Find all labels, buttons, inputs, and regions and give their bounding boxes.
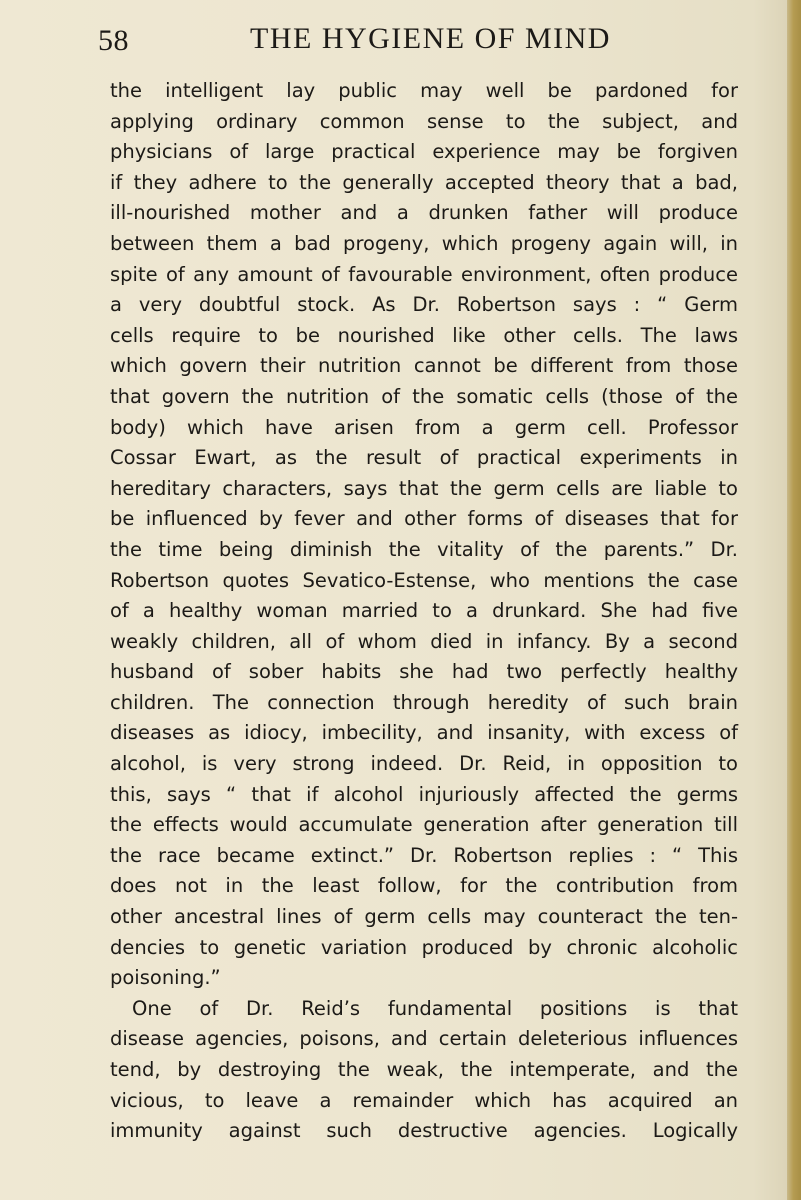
text-line: ill-nourished mother and a drunken father will produce [110, 201, 738, 225]
text-line: the effects would accumulate generation after generation till [110, 813, 738, 837]
text-line: disease agencies, poisons, and certain deleterious influences [110, 1027, 738, 1051]
text-line: immunity against such destructive agencies. Logically [110, 1119, 738, 1143]
text-line: the race became extinct.” Dr. Robertson replies : “ This [110, 843, 738, 867]
text-line: body) which have arisen from a germ cell. Professor [110, 415, 738, 439]
text-line: vicious, to leave a remainder which has acquired an [110, 1088, 738, 1112]
text-line: children. The connection through heredity of such brain [110, 690, 738, 714]
text-line: the time being diminish the vitality of the parents.” Dr. [110, 537, 738, 561]
text-line: does not in the least follow, for the contribution from [110, 874, 738, 898]
text-line: One of Dr. Reid’s fundamental positions is that [132, 996, 738, 1020]
text-line: husband of sober habits she had two perfectly healthy [110, 660, 738, 684]
text-line: cells require to be nourished like other cells. The laws [110, 323, 738, 347]
text-line: diseases as idiocy, imbecility, and insanity, with excess of [110, 721, 738, 745]
text-line: tend, by destroying the weak, the intemperate, and the [110, 1058, 738, 1081]
text-line: other ancestral lines of germ cells may counteract the ten- [110, 905, 738, 929]
text-line: if they adhere to the generally accepted theory that a bad, [110, 170, 738, 194]
text-line: be influenced by fever and other forms of diseases that for [110, 507, 738, 531]
text-line: Robertson quotes Sevatico-Estense, who mentions the case [110, 568, 738, 592]
text-line: poisoning.” [110, 966, 221, 990]
text-line: hereditary characters, says that the germ cells are liable to [110, 476, 738, 500]
text-line: weakly children, all of whom died in infancy. By a second [110, 629, 738, 653]
text-line: a very doubtful stock. As Dr. Robertson says : “ Germ [110, 293, 738, 317]
text-line: spite of any amount of favourable environment, often produce [110, 262, 738, 286]
text-line: this, says “ that if alcohol injuriously affected the germs [110, 782, 738, 806]
text-line: applying ordinary common sense to the subject, and [110, 109, 738, 133]
body-text [110, 76, 738, 1147]
text-line: Cossar Ewart, as the result of practical experiments in [110, 446, 738, 470]
text-line: dencies to genetic variation produced by chronic alcoholic [110, 935, 738, 959]
text-line: of a healthy woman married to a drunkard. She had five [110, 599, 738, 623]
page-number: 58 [98, 24, 129, 57]
text-line: between them a bad progeny, which progeny again will, in [110, 231, 738, 255]
text-line: alcohol, is very strong indeed. Dr. Reid, in opposition to [110, 752, 738, 776]
text-line: the intelligent lay public may well be pardoned for [110, 79, 738, 102]
text-line: physicians of large practical experience may be forgiven [110, 140, 738, 164]
text-line: that govern the nutrition of the somatic cells (those of the [110, 384, 738, 408]
running-head: THE HYGIENE OF MIND [250, 22, 611, 55]
text-line: which govern their nutrition cannot be different from those [110, 354, 738, 378]
page-edge [787, 0, 801, 1200]
